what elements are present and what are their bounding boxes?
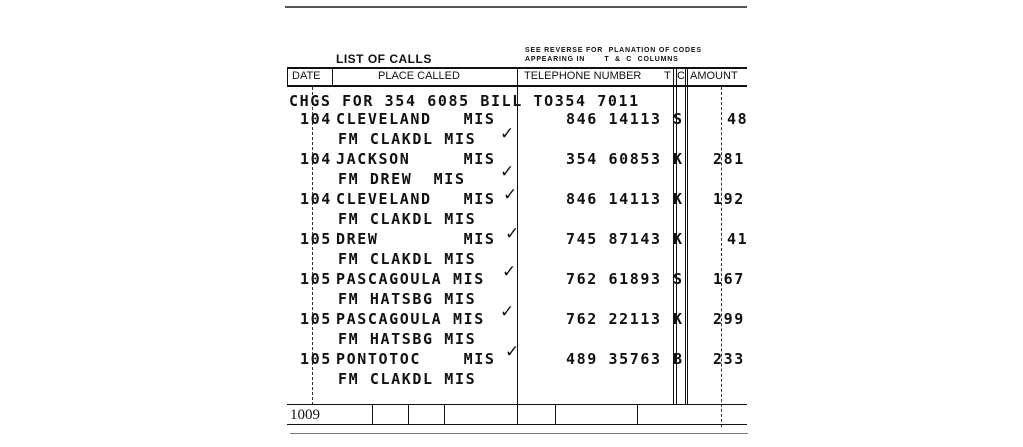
footer-cell-divider-5: [637, 404, 638, 424]
call-3-type: K: [673, 190, 684, 208]
call-1-place: CLEVELAND MIS: [336, 110, 496, 128]
call-2-type: K: [673, 150, 684, 168]
call-4-place: DREW MIS: [336, 230, 496, 248]
call-4-type: K: [673, 230, 684, 248]
checkmark-icon: ✓: [505, 342, 520, 362]
rule-place-telephone: [517, 67, 518, 425]
call-7-date: 105: [300, 350, 332, 368]
bottom-scan-border: [290, 433, 748, 434]
call-2-from: FM DREW MIS: [338, 170, 466, 188]
call-6-place: PASCAGOULA MIS: [336, 310, 485, 328]
call-5-place: PASCAGOULA MIS: [336, 270, 485, 288]
call-1-phone: 846 14113: [566, 110, 662, 128]
list-title: LIST OF CALLS: [336, 52, 432, 66]
call-7-amount: 233: [713, 350, 745, 368]
call-7-type: B: [673, 350, 684, 368]
call-2-date: 104: [300, 150, 332, 168]
call-7-phone: 489 35763: [566, 350, 662, 368]
call-1-amount: 48: [727, 110, 749, 128]
header-left-edge: [287, 67, 288, 86]
top-border: [285, 6, 747, 8]
call-4-from: FM CLAKDL MIS: [338, 250, 477, 268]
charges-line: CHGS FOR 354 6085 BILL TO354 7011: [289, 92, 640, 110]
col-header-c: C: [677, 70, 685, 82]
codes-note-line2: APPEARING IN T & C COLUMNS: [525, 56, 679, 63]
call-5-from: FM HATSBG MIS: [338, 290, 477, 308]
call-7-from: FM CLAKDL MIS: [338, 370, 477, 388]
rule-c-amount: [687, 67, 688, 405]
call-5-type: S: [673, 270, 684, 288]
col-header-t: T: [664, 70, 671, 82]
header-date-divider: [332, 67, 333, 86]
call-6-date: 105: [300, 310, 332, 328]
call-2-place: JACKSON MIS: [336, 150, 496, 168]
checkmark-icon: ✓: [500, 162, 515, 182]
call-1-type: S: [673, 110, 684, 128]
call-3-amount: 192: [713, 190, 745, 208]
col-header-amount: AMOUNT: [690, 70, 738, 82]
checkmark-icon: ✓: [500, 302, 515, 322]
checkmark-icon: ✓: [505, 224, 520, 244]
call-6-amount: 299: [713, 310, 745, 328]
col-header-place: PLACE CALLED: [378, 70, 460, 82]
footer-top-rule: [287, 404, 747, 405]
col-header-telephone: TELEPHONE NUMBER: [524, 70, 642, 82]
call-1-date: 104: [300, 110, 332, 128]
codes-note-line1: SEE REVERSE FOR PLANATION OF CODES: [525, 47, 702, 54]
footer-cell-divider-2: [408, 404, 409, 424]
checkmark-icon: ✓: [503, 185, 518, 205]
call-7-place: PONTOTOC MIS: [336, 350, 496, 368]
call-6-from: FM HATSBG MIS: [338, 330, 477, 348]
call-3-place: CLEVELAND MIS: [336, 190, 496, 208]
call-3-from: FM CLAKDL MIS: [338, 210, 477, 228]
col-header-date: DATE: [292, 70, 321, 82]
checkmark-icon: ✓: [500, 124, 515, 144]
call-4-amount: 41: [727, 230, 749, 248]
call-5-amount: 167: [713, 270, 745, 288]
footer-cell-divider-3: [444, 404, 445, 424]
call-4-phone: 745 87143: [566, 230, 662, 248]
call-3-date: 104: [300, 190, 332, 208]
call-2-phone: 354 60853: [566, 150, 662, 168]
rule-c-amount-double: [685, 67, 686, 405]
call-5-date: 105: [300, 270, 332, 288]
footer-cell-divider-4: [555, 404, 556, 424]
amount-column-guide: [721, 87, 722, 427]
call-2-amount: 281: [713, 150, 745, 168]
call-6-phone: 762 22113: [566, 310, 662, 328]
call-4-date: 105: [300, 230, 332, 248]
checkmark-icon: ✓: [502, 262, 517, 282]
footer-cell-divider-1: [372, 404, 373, 424]
call-1-from: FM CLAKDL MIS: [338, 130, 477, 148]
footer-bottom-rule: [287, 424, 747, 425]
page-code: 1009: [290, 407, 320, 423]
call-5-phone: 762 61893: [566, 270, 662, 288]
call-6-type: K: [673, 310, 684, 328]
call-3-phone: 846 14113: [566, 190, 662, 208]
